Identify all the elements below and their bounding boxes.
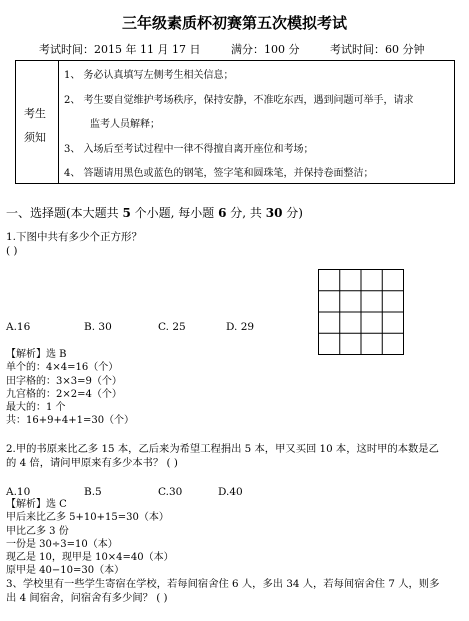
q2-text-line1: 2.甲的书原来比乙多 15 本，乙后来为希望工程捐出 5 本，甲又买回 10 本，这时甲的本数是乙 — [6, 443, 439, 455]
q1-text: 1.下图中共有多少个正方形？ — [6, 231, 143, 243]
grid-svg — [318, 269, 404, 355]
q1-option-b[interactable]: B. 30 — [84, 321, 112, 333]
q1-solution-line: 单个的：4×4=16（个） — [6, 362, 119, 374]
q1-option-d[interactable]: D. 29 — [226, 321, 255, 333]
q2-solution-line: 现乙是 10，现甲是 10×4=40（本） — [6, 552, 174, 564]
q1-solution-line: 九宫格的：2×2=4（个） — [6, 388, 122, 400]
q2-solution-line: 一份是 30÷3=10（本） — [6, 538, 118, 550]
q2-solution-line: 【解析】选 C — [6, 499, 67, 510]
exam-title: 三年级素质杯初赛第五次模拟考试 — [121, 14, 347, 32]
q2-text-line2: 的 4 倍，请问甲原来有多少本书？ ( ) — [6, 457, 178, 469]
exam-full-score: 满分：100 分 — [231, 43, 300, 56]
q2-option-d[interactable]: D.40 — [218, 486, 243, 498]
q2-option-b[interactable]: B.5 — [84, 486, 102, 498]
q2-solution-line: 原甲是 40−10=30（本） — [6, 565, 125, 577]
q1-solution-line: 【解析】选 B — [6, 349, 67, 360]
notice-rule-1: 1、 务必认真填写左侧考生相关信息； — [64, 70, 234, 81]
exam-duration: 考试时间：60 分钟 — [330, 43, 425, 56]
q1-option-c[interactable]: C. 25 — [158, 321, 186, 333]
q2-option-a[interactable]: A.10 — [6, 486, 31, 498]
notice-label-line1: 考生 — [24, 107, 46, 120]
q1-solution-line: 田字格的：3×3=9（个） — [6, 375, 122, 387]
q2-solution-line: 甲比乙多 3 份 — [6, 525, 69, 537]
q3-text-line1: 3、学校里有一些学生寄宿在学校，若每间宿舍住 6 人，多出 34 人，若每间宿舍住 7 人，则多 — [6, 578, 440, 590]
notice-rule-4: 4、 答题请用黑色或蓝色的钢笔，签字笔和圆珠笔，并保持卷面整洁； — [64, 168, 374, 179]
notice-rule-3: 3、 入场后至考试过程中一律不得擅自离开座位和考场； — [64, 144, 314, 155]
notice-label — [16, 61, 59, 183]
q1-square-grid-figure — [318, 269, 404, 355]
q1-solution-line: 最大的：1 个 — [6, 402, 66, 414]
q2-option-c[interactable]: C.30 — [158, 486, 183, 498]
q1-option-a[interactable]: A.16 — [6, 321, 31, 333]
section-heading: 一、选择题(本大题共 5 个小题, 每小题 6 分, 共 30 分) — [6, 206, 303, 220]
notice-label-line2: 须知 — [24, 131, 46, 144]
q1-solution — [6, 348, 134, 428]
notice-rule-2-cont: 监考人员解释； — [90, 119, 160, 130]
q2-solution-line: 甲后来比乙多 5+10+15=30（本） — [6, 512, 169, 524]
q3-text-line2: 出 4 间宿舍，问宿舍有多少间？ ( ) — [6, 592, 168, 604]
q2-solution — [6, 498, 174, 578]
exam-date: 考试时间：2015 年 11 月 17 日 — [39, 43, 201, 56]
q1-solution-line: 共：16+9+4+1=30（个） — [6, 415, 135, 427]
notice-rule-2: 2、 考生要自觉维护考场秩序，保持安静，不准吃东西，遇到问题可举手，请求 — [64, 95, 414, 106]
candidate-notice-box — [15, 60, 455, 184]
q1-answer-paren: ( ) — [6, 245, 18, 257]
